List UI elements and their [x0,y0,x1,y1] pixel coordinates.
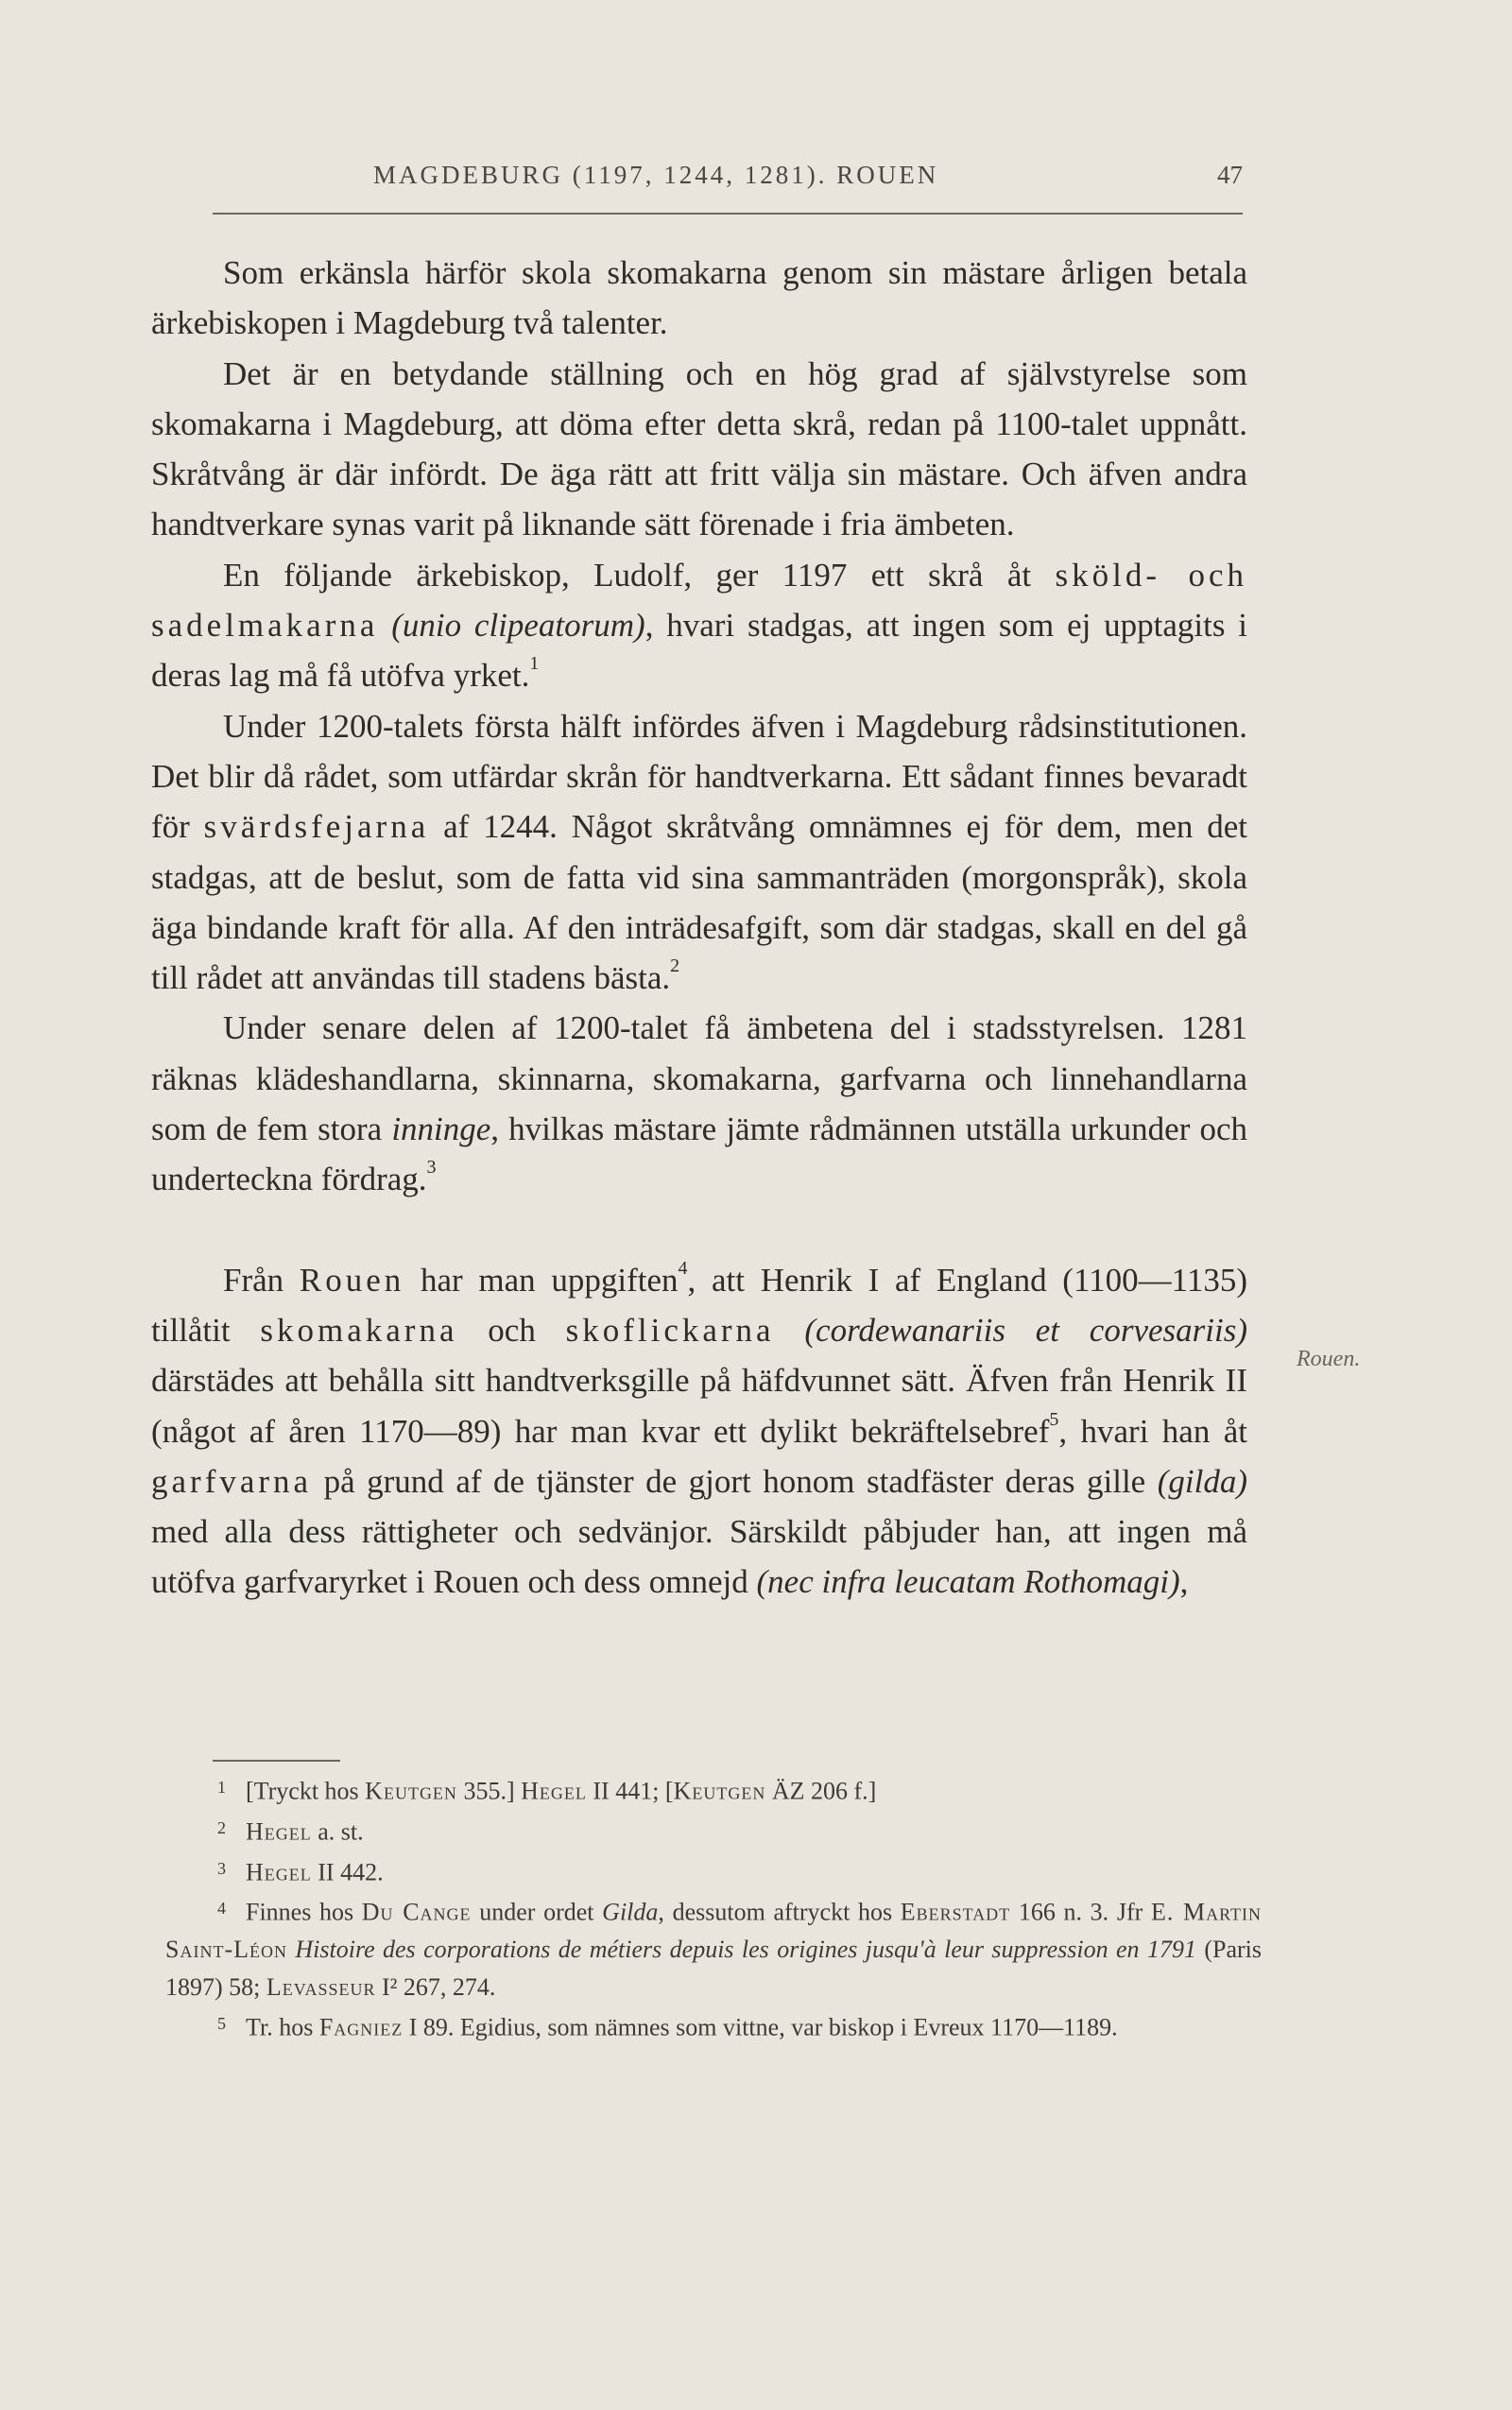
footnote-4-text-g: 166 n. 3. Jfr [1010,1898,1151,1926]
paragraph-5-text-a: Under senare delen af 1200-talet få ämbetena del i stadsstyrelsen. 1281 räknas klädeshandlarna, skinnarna, skomakarna, garfvarna och linnehandlarna som de fem stora [151,1009,1247,1148]
footnote-4-text-k: (Paris 1897) 58; [165,1936,1262,2001]
author-hegel: Hegel [521,1777,587,1805]
paragraph-6-text-c: har man uppgiften [404,1261,679,1299]
footnote-4-text-a: Finnes hos [246,1898,362,1926]
footnote-4-text-c: under ordet [471,1898,603,1926]
running-head-title: MAGDEBURG (1197, 1244, 1281). ROUEN [373,161,939,189]
paragraph-6-text-i [775,1312,805,1349]
footnotes [165,1769,1262,2046]
page-number: 47 [1217,161,1243,189]
italic-gilda: Gilda [602,1898,659,1926]
footnote-4-number: 4 [217,1899,226,1919]
paragraph-6-text-g: och [457,1311,566,1349]
paragraph-6-text-q: med alla dess rättigheter och sedvänjor. Särskildt påbjuder han, att ingen må utöfva garfvaryrket i Rouen och dess omnejd [151,1513,1247,1601]
author-levasseur: Levasseur [266,1972,376,2001]
paragraph-6-text-a: Från [223,1261,300,1299]
paragraph-3-text-e: , hvari stadgas, att ingen som ej upptagits i deras lag må få utöfva yrket. [151,607,1247,695]
paragraph-2 [151,349,1247,550]
footnote-1-text-e: II 441; [ [586,1777,674,1805]
author-keutgen: Keutgen [365,1777,457,1805]
emphasis-svärdsfejarna: svärdsfejarna [203,808,430,846]
footnote-1 [165,1769,1262,1810]
footnote-3 [165,1851,1262,1891]
footnote-4-text-e: , dessutom aftryckt hos [658,1898,901,1926]
footnote-4-text-m: I² 267, 274. [375,1972,496,2001]
emphasis-skoflickarna: skoflickarna [565,1311,775,1349]
footnote-3-number: 3 [217,1858,226,1878]
paragraph-6-text-e: , att Henrik I af England (1100—1135) tillåtit [151,1261,1248,1349]
emphasis-skomakarna: skomakarna [260,1311,458,1349]
paragraph-6 [151,1255,1247,1608]
footnote-2-number: 2 [217,1817,226,1837]
author-hegel-3: Hegel [246,1857,312,1885]
body-text [151,248,1247,1608]
margin-note-rouen: Rouen. [1297,1347,1361,1371]
paragraph-4 [151,701,1247,1004]
footnote-2-text-b: a. st. [311,1817,364,1846]
paragraph-5 [151,1003,1247,1204]
author-eberstadt: Eberstadt [900,1898,1011,1926]
author-martin-saint-leon: E. Martin Saint-Léon [165,1898,1263,1964]
latin-unio-clipeatorum: (unio clipeatorum) [391,607,645,645]
footnote-5-text-c: I 89. Egidius, som nämnes som vittne, var biskop i Evreux 1170—1189. [403,2013,1118,2041]
paragraph-3-text-a: En följande ärkebiskop, Ludolf, ger 1197 ett skrå åt [223,556,1056,594]
paragraph-5-text-c: , hvilkas mästare jämte rådmännen utställa urkunder och underteckna fördrag. [151,1110,1248,1198]
footnote-1-number: 1 [217,1778,226,1797]
footnote-5-number: 5 [217,2014,226,2034]
latin-cordewanariis: (cordewanariis et corvesariis) [804,1311,1247,1349]
footnote-ref-5: 5 [1049,1408,1059,1430]
latin-nec-infra-leucatam: (nec infra leucatam Rothomagi) [756,1563,1180,1601]
author-keutgen-2: Keutgen [673,1777,766,1805]
paragraph-1-text: Som erkänsla härför skola skomakarna genom sin mästare årligen betala ärkebiskopen i Magdeburg två talenter. [151,254,1247,342]
paragraph-6-text-o: på grund af de tjänster de gjort honom stadfäster deras gille [312,1462,1158,1500]
author-hegel-2: Hegel [246,1817,312,1846]
paragraph-6-text-m: , hvari han åt [1058,1412,1247,1450]
paragraph-4-text-a: Under 1200-talets första hälft infördes äfven i Magdeburg rådsinstitutionen. Det blir då rådet, som utfärdar skrån för handtverkarna. Ett sådant finnes bevaradt för [151,707,1247,846]
latin-gilda: (gilda) [1157,1462,1247,1500]
footnote-2 [165,1810,1262,1851]
footnote-3-text-b: II 442. [311,1857,384,1885]
footnote-5-text-a: Tr. hos [246,2013,319,2041]
footnote-ref-4: 4 [678,1257,688,1279]
paragraph-2-text: Det är en betydande ställning och en hög grad af självstyrelse som skomakarna i Magdeburg, att döma efter detta skrå, redan på 1100-talet uppnått. Skråtvång är där infördt. De äga rätt att fritt välja sin mästare. Och äfven andra handtverkare synas varit på liknande sätt förenade i fria ämbeten. [151,354,1247,543]
book-title-histoire: Histoire des corporations de métiers depuis les origines jusqu'à leur suppression en 1791 [295,1936,1196,1964]
paragraph-1 [151,248,1247,349]
running-head [373,161,1243,198]
emphasis-rouen: Rouen [299,1261,405,1299]
footnote-5 [165,2005,1262,2046]
author-fagniez: Fagniez [318,2013,404,2041]
header-rule [213,213,1243,215]
italic-inninge: inninge [391,1110,491,1148]
paragraph-4-text-c: af 1244. Något skråtvång omnämnes ej för dem, men det stadgas, att de beslut, som de fatta vid sina sammanträden (morgonspråk), skola äga bindande kraft för alla. Af den inträdesafgift, som där stadgas, skall en del gå till rådet att användas till stadens bästa. [151,808,1248,997]
emphasis-garfvarna: garfvarna [151,1462,313,1500]
footnote-ref-2: 2 [670,955,680,977]
paragraph-3-text-c [378,607,391,644]
paragraph-6-text-s: , [1179,1563,1189,1601]
footnote-ref-3: 3 [426,1157,437,1179]
footnote-1-text-g: ÄZ 206 f.] [765,1777,877,1805]
paragraph-6-text-k: därstädes att behålla sitt handtverksgille på häfdvunnet sätt. Äfven från Henrik II (något af åren 1170—89) har man kvar ett dylikt bekräftelsebref [151,1362,1247,1450]
footnote-ref-1: 1 [529,653,540,675]
footnote-1-text-c: 355.] [456,1777,522,1805]
footnote-4 [165,1890,1262,2005]
footnote-1-text-a: [Tryckt hos [246,1777,366,1805]
emphasis-sköld-och-sadelmakarna: sköld- och sadelmakarna [151,556,1247,645]
author-du-cange: Du Cange [361,1898,472,1926]
paragraph-3 [151,550,1247,701]
footnote-rule [213,1760,340,1762]
